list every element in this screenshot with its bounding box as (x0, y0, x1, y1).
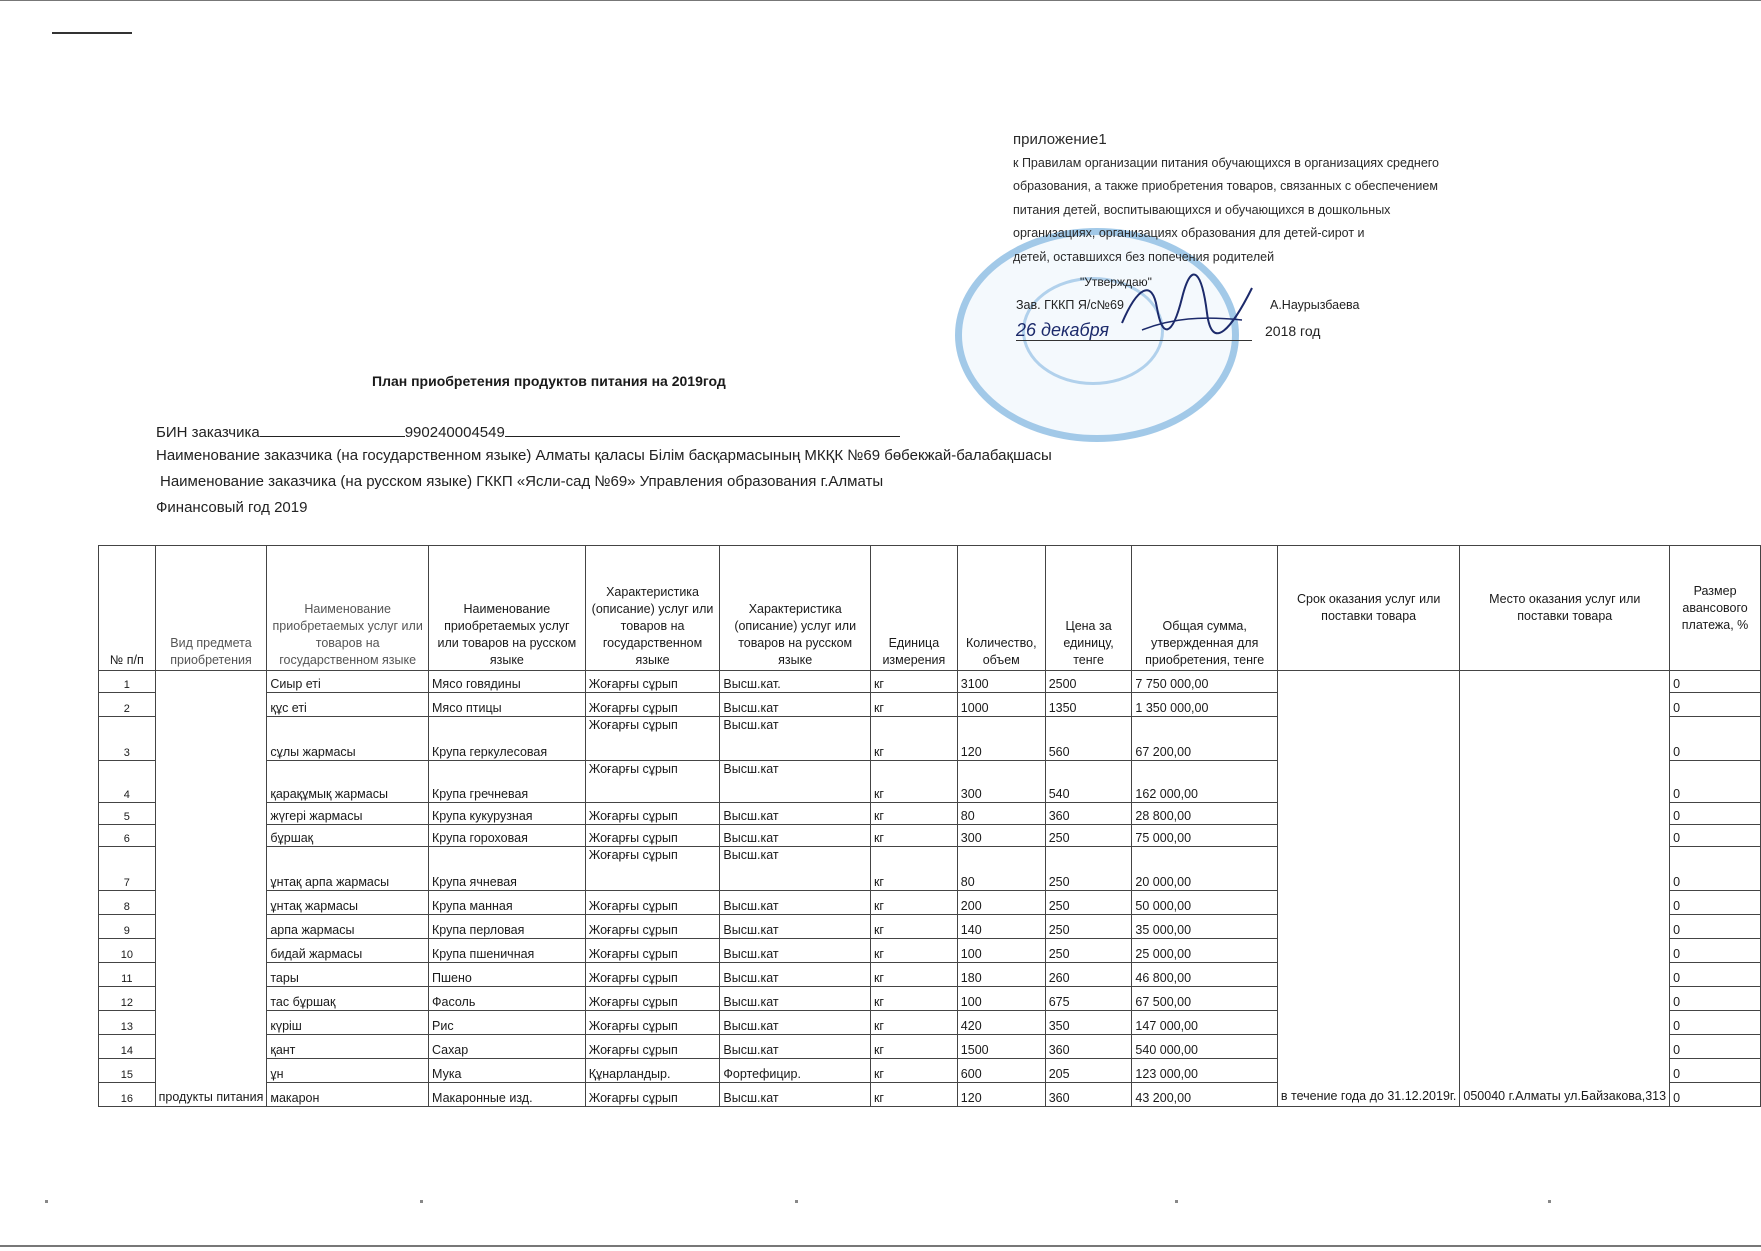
row-no: 1 (99, 671, 156, 693)
header-no: № п/п (99, 546, 156, 671)
row-no: 12 (99, 987, 156, 1011)
row-name-ru: Мясо птицы (429, 693, 586, 717)
row-name-kz: бұршақ (267, 825, 429, 847)
header-term: Срок оказания услуг или поставки товара (1277, 546, 1459, 671)
row-total: 147 000,00 (1132, 1011, 1278, 1035)
row-no: 5 (99, 803, 156, 825)
row-char-kz: Жоғарғы сұрып (585, 671, 720, 693)
row-char-kz: Жоғарғы сұрып (585, 1083, 720, 1107)
row-unit: кг (870, 987, 957, 1011)
row-char-kz: Жоғарғы сұрып (585, 915, 720, 939)
row-unit: кг (870, 761, 957, 803)
row-qty: 180 (957, 963, 1045, 987)
header-advance: Размер авансового платежа, % (1670, 546, 1761, 671)
financial-year: Финансовый год 2019 (156, 499, 308, 516)
row-name-kz: макарон (267, 1083, 429, 1107)
row-advance: 0 (1670, 693, 1761, 717)
row-name-kz: сұлы жармасы (267, 717, 429, 761)
row-name-kz: бидай жармасы (267, 939, 429, 963)
row-price: 360 (1045, 1083, 1132, 1107)
row-char-ru: Высш.кат (720, 761, 871, 803)
row-no: 10 (99, 939, 156, 963)
type-cell: продукты питания (155, 671, 267, 1107)
row-price: 360 (1045, 1035, 1132, 1059)
row-advance: 0 (1670, 1059, 1761, 1083)
term-cell: в течение года до 31.12.2019г. (1277, 671, 1459, 1107)
row-name-ru: Крупа манная (429, 891, 586, 915)
row-char-kz: Жоғарғы сұрып (585, 1011, 720, 1035)
row-char-kz: Жоғарғы сұрып (585, 1035, 720, 1059)
row-no: 6 (99, 825, 156, 847)
row-price: 250 (1045, 847, 1132, 891)
row-char-ru: Высш.кат (720, 717, 871, 761)
appendix-line: к Правилам организации питания обучающихся в организациях среднего (1013, 155, 1440, 170)
row-total: 540 000,00 (1132, 1035, 1278, 1059)
row-advance: 0 (1670, 671, 1761, 693)
row-total: 7 750 000,00 (1132, 671, 1278, 693)
row-char-ru: Фортефицир. (720, 1059, 871, 1083)
row-total: 67 200,00 (1132, 717, 1278, 761)
row-price: 1350 (1045, 693, 1132, 717)
row-name-ru: Крупа ячневая (429, 847, 586, 891)
row-char-kz: Жоғарғы сұрып (585, 987, 720, 1011)
row-advance: 0 (1670, 891, 1761, 915)
row-no: 11 (99, 963, 156, 987)
row-unit: кг (870, 1059, 957, 1083)
row-unit: кг (870, 1035, 957, 1059)
row-unit: кг (870, 939, 957, 963)
row-price: 260 (1045, 963, 1132, 987)
row-qty: 120 (957, 1083, 1045, 1107)
row-name-ru: Крупа кукурузная (429, 803, 586, 825)
row-name-kz: құс еті (267, 693, 429, 717)
scan-mark (52, 32, 132, 34)
row-char-kz: Жоғарғы сұрып (585, 761, 720, 803)
row-qty: 420 (957, 1011, 1045, 1035)
row-name-kz: жүгері жармасы (267, 803, 429, 825)
row-char-kz: Жоғарғы сұрып (585, 717, 720, 761)
header-name-kz: Наименование приобретаемых услуг или товаров на государственном языке (267, 546, 429, 671)
bin-value: 990240004549 (404, 424, 505, 441)
row-no: 16 (99, 1083, 156, 1107)
row-qty: 100 (957, 939, 1045, 963)
header-place: Место оказания услуг или поставки товара (1460, 546, 1670, 671)
row-char-kz: Жоғарғы сұрып (585, 803, 720, 825)
row-name-ru: Сахар (429, 1035, 586, 1059)
scan-edge-bottom (0, 1245, 1761, 1247)
appendix-line: детей, оставшихся без попечения родителей (1013, 249, 1275, 264)
row-no: 9 (99, 915, 156, 939)
row-name-kz: ұнтақ арпа жармасы (267, 847, 429, 891)
row-qty: 1500 (957, 1035, 1045, 1059)
row-name-kz: қарақұмық жармасы (267, 761, 429, 803)
row-price: 540 (1045, 761, 1132, 803)
purchase-plan-table (98, 545, 1761, 1107)
row-price: 250 (1045, 825, 1132, 847)
row-name-ru: Крупа гороховая (429, 825, 586, 847)
row-total: 25 000,00 (1132, 939, 1278, 963)
row-total: 50 000,00 (1132, 891, 1278, 915)
row-unit: кг (870, 1083, 957, 1107)
row-total: 1 350 000,00 (1132, 693, 1278, 717)
row-unit: кг (870, 803, 957, 825)
row-qty: 1000 (957, 693, 1045, 717)
row-qty: 140 (957, 915, 1045, 939)
row-qty: 80 (957, 847, 1045, 891)
row-unit: кг (870, 891, 957, 915)
row-unit: кг (870, 825, 957, 847)
row-price: 2500 (1045, 671, 1132, 693)
row-char-ru: Высш.кат (720, 825, 871, 847)
appendix-line: образования, а также приобретения товаров, связанных с обеспечением (1013, 179, 1438, 193)
row-advance: 0 (1670, 915, 1761, 939)
row-price: 250 (1045, 915, 1132, 939)
row-char-kz: Жоғарғы сұрып (585, 693, 720, 717)
appendix-line: питания детей, воспитывающихся и обучающихся в дошкольных (1013, 202, 1391, 217)
row-name-ru: Пшено (429, 963, 586, 987)
approver-position: Зав. ГККП Я/с№69 (1016, 298, 1124, 312)
row-name-ru: Крупа пшеничная (429, 939, 586, 963)
row-char-ru: Высш.кат (720, 847, 871, 891)
row-unit: кг (870, 1011, 957, 1035)
header-unit: Единица измерения (870, 546, 957, 671)
row-unit: кг (870, 717, 957, 761)
row-price: 675 (1045, 987, 1132, 1011)
row-char-kz: Жоғарғы сұрып (585, 847, 720, 891)
row-name-ru: Макаронные изд. (429, 1083, 586, 1107)
row-total: 28 800,00 (1132, 803, 1278, 825)
row-name-ru: Крупа перловая (429, 915, 586, 939)
row-price: 360 (1045, 803, 1132, 825)
row-unit: кг (870, 847, 957, 891)
row-name-ru: Мясо говядины (429, 671, 586, 693)
row-unit: кг (870, 671, 957, 693)
row-char-ru: Высш.кат (720, 803, 871, 825)
row-advance: 0 (1670, 1011, 1761, 1035)
plan-title: План приобретения продуктов питания на 2019год (372, 373, 726, 389)
row-char-ru: Высш.кат (720, 987, 871, 1011)
row-no: 3 (99, 717, 156, 761)
row-no: 4 (99, 761, 156, 803)
row-qty: 100 (957, 987, 1045, 1011)
row-char-kz: Жоғарғы сұрып (585, 939, 720, 963)
row-total: 123 000,00 (1132, 1059, 1278, 1083)
row-char-ru: Высш.кат (720, 939, 871, 963)
row-no: 15 (99, 1059, 156, 1083)
row-advance: 0 (1670, 803, 1761, 825)
row-name-kz: күріш (267, 1011, 429, 1035)
row-advance: 0 (1670, 939, 1761, 963)
scan-edge-top (0, 0, 1761, 1)
row-name-ru: Крупа гречневая (429, 761, 586, 803)
row-char-ru: Высш.кат (720, 963, 871, 987)
row-char-kz: Жоғарғы сұрып (585, 825, 720, 847)
row-advance: 0 (1670, 825, 1761, 847)
row-char-kz: Құнарландыр. (585, 1059, 720, 1083)
row-qty: 120 (957, 717, 1045, 761)
row-no: 8 (99, 891, 156, 915)
row-qty: 300 (957, 761, 1045, 803)
row-total: 35 000,00 (1132, 915, 1278, 939)
row-advance: 0 (1670, 847, 1761, 891)
row-no: 14 (99, 1035, 156, 1059)
approval-date-handwritten: 26 декабря (1016, 320, 1252, 341)
row-total: 75 000,00 (1132, 825, 1278, 847)
row-total: 162 000,00 (1132, 761, 1278, 803)
approval-year: 2018 год (1265, 323, 1321, 339)
bin-label: БИН заказчика (156, 424, 260, 441)
header-type: Вид предмета приобретения (155, 546, 267, 671)
row-char-ru: Высш.кат (720, 1011, 871, 1035)
row-total: 20 000,00 (1132, 847, 1278, 891)
row-name-ru: Мука (429, 1059, 586, 1083)
row-char-ru: Высш.кат (720, 891, 871, 915)
row-char-ru: Высш.кат (720, 693, 871, 717)
header-char-ru: Характеристика (описание) услуг или товаров на русском языке (720, 546, 871, 671)
row-price: 250 (1045, 939, 1132, 963)
row-char-kz: Жоғарғы сұрып (585, 963, 720, 987)
row-name-kz: арпа жармасы (267, 915, 429, 939)
row-name-kz: ұн (267, 1059, 429, 1083)
row-no: 13 (99, 1011, 156, 1035)
row-qty: 3100 (957, 671, 1045, 693)
header-char-kz: Характеристика (описание) услуг или товаров на государственном языке (585, 546, 720, 671)
row-advance: 0 (1670, 963, 1761, 987)
row-name-kz: тас бұршақ (267, 987, 429, 1011)
header-qty: Количество, объем (957, 546, 1045, 671)
row-qty: 300 (957, 825, 1045, 847)
row-char-kz: Жоғарғы сұрып (585, 891, 720, 915)
row-name-kz: қант (267, 1035, 429, 1059)
row-price: 350 (1045, 1011, 1132, 1035)
appendix-block (1013, 128, 1573, 269)
approve-label: "Утверждаю" (1080, 275, 1152, 289)
header-price: Цена за единицу, тенге (1045, 546, 1132, 671)
row-advance: 0 (1670, 1035, 1761, 1059)
row-qty: 200 (957, 891, 1045, 915)
approver-name: А.Наурызбаева (1270, 298, 1360, 312)
place-cell: 050040 г.Алматы ул.Байзакова,313 (1460, 671, 1670, 1107)
appendix-title: приложение1 (1013, 131, 1107, 148)
customer-name-ru: Наименование заказчика (на русском языке) ГККП «Ясли-сад №69» Управления образования г.Алматы (160, 473, 884, 490)
row-qty: 600 (957, 1059, 1045, 1083)
row-name-ru: Крупа геркулесовая (429, 717, 586, 761)
row-name-ru: Фасоль (429, 987, 586, 1011)
row-unit: кг (870, 915, 957, 939)
row-char-ru: Высш.кат (720, 915, 871, 939)
bin-line (156, 422, 900, 441)
appendix-line: организациях, организациях образования для детей-сирот и (1013, 226, 1365, 240)
row-advance: 0 (1670, 1083, 1761, 1107)
row-name-kz: ұнтақ жармасы (267, 891, 429, 915)
header-total: Общая сумма, утвержденная для приобретения, тенге (1132, 546, 1278, 671)
row-advance: 0 (1670, 717, 1761, 761)
row-char-ru: Высш.кат (720, 1035, 871, 1059)
row-unit: кг (870, 963, 957, 987)
row-price: 250 (1045, 891, 1132, 915)
row-advance: 0 (1670, 987, 1761, 1011)
row-total: 43 200,00 (1132, 1083, 1278, 1107)
row-total: 46 800,00 (1132, 963, 1278, 987)
table-row (99, 671, 1761, 693)
table-header-row (99, 546, 1761, 671)
customer-name-kz: Наименование заказчика (на государственном языке) Алматы қаласы Білім басқармасының МКҚК №69 бөбекжай-балабақшасы (156, 447, 1052, 464)
header-name-ru: Наименование приобретаемых услуг или товаров на русском языке (429, 546, 586, 671)
row-name-kz: Сиыр еті (267, 671, 429, 693)
row-unit: кг (870, 693, 957, 717)
row-char-ru: Высш.кат. (720, 671, 871, 693)
row-total: 67 500,00 (1132, 987, 1278, 1011)
row-price: 560 (1045, 717, 1132, 761)
row-advance: 0 (1670, 761, 1761, 803)
row-price: 205 (1045, 1059, 1132, 1083)
row-char-ru: Высш.кат (720, 1083, 871, 1107)
row-no: 2 (99, 693, 156, 717)
row-name-kz: тары (267, 963, 429, 987)
row-no: 7 (99, 847, 156, 891)
row-qty: 80 (957, 803, 1045, 825)
row-name-ru: Рис (429, 1011, 586, 1035)
